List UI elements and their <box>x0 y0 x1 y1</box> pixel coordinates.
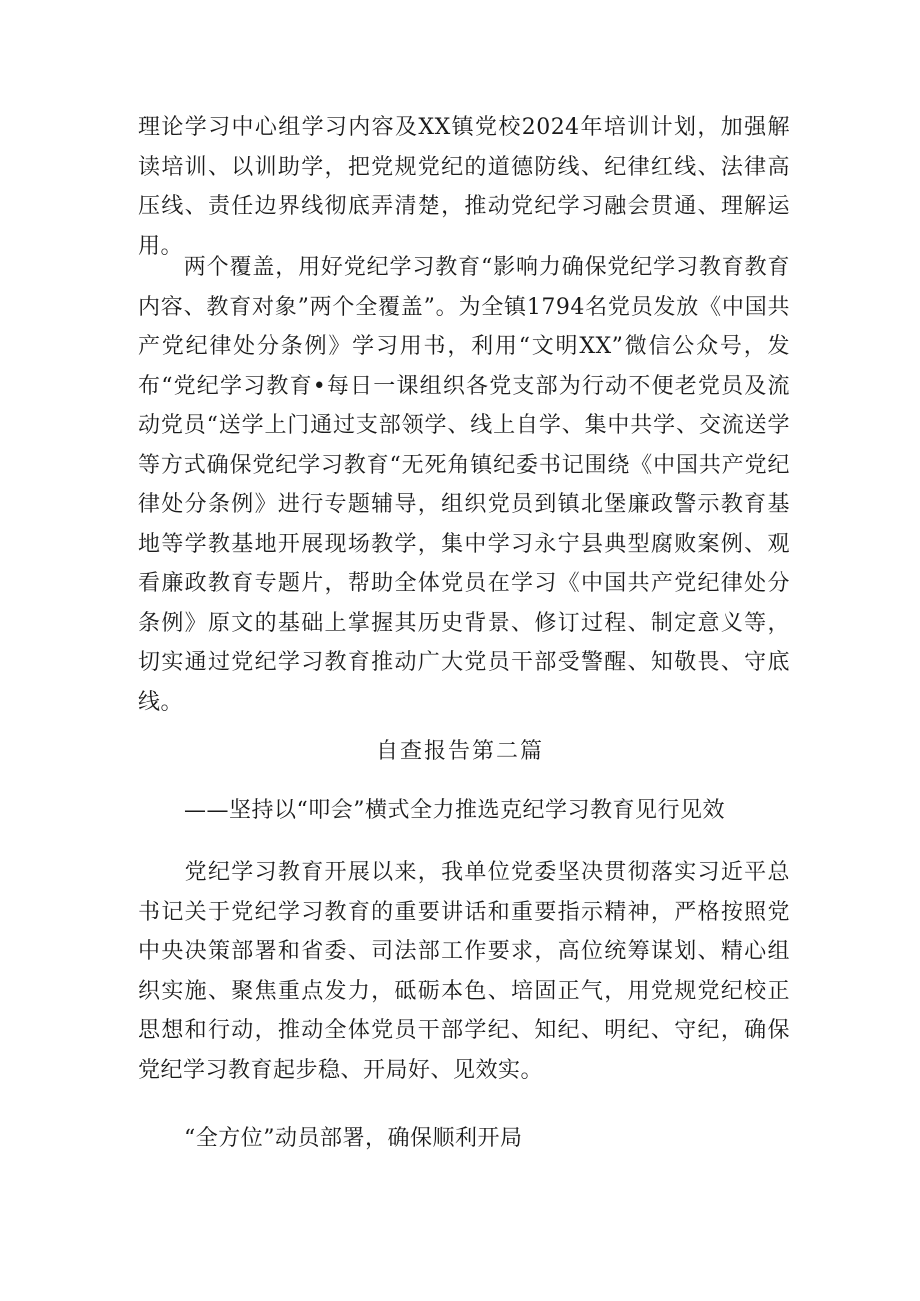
section-title: 自查报告第二篇 <box>375 739 544 764</box>
paragraph-2: 两个覆盖，用好党纪学习教育“影响力确保党纪学习教育教育内容、教育对象”两个全覆盖”。为全镇1794名党员发放《中国共产党纪律处分条例》学习用书，利用“文明XX”微信公众号，发布“党纪学习教育•每日一课组织各党支部为行动不便老党员及流动党员“送学上门通过支部领学、线上自学、集中共学、交流送学等方式确保党纪学习教育“无死角镇纪委书记围绕《中国共产党纪律处分条例》进行专题辅导，组织党员到镇北堡廉政警示教育基地等学教基地开展现场教学，集中学习永宁县典型腐败案例、观看廉政教育专题片，帮助全体党员在学习《中国共产党纪律处分条例》原文的基础上掌握其历史背景、修订过程、制定意义等，切实通过党纪学习教育推动广大党员干部受警醒、知敬畏、守底线。 <box>138 255 790 715</box>
subtitle: ——坚持以“叩会”横式全力推选克纪学习教育见行见效 <box>184 798 725 823</box>
paragraph-3: 党纪学习教育开展以来，我单位党委坚决贯彻落实习近平总书记关于党纪学习教育的重要讲话和重要指示精神，严格按照党中央决策部署和省委、司法部工作要求，高位统筹谋划、精心组织实施、聚焦重点发力，砥砺本色、培固正气，用党规党纪校正思想和行动，推动全体党员干部学纪、知纪、明纪、守纪，确保党纪学习教育起步稳、开局好、见效实。 <box>138 860 790 1083</box>
paragraph-1: 理论学习中心组学习内容及XX镇党校2024年培训计划，加强解读培训、以训助学，把党规党纪的道德防线、纪律红线、法律高压线、责任边界线彻底弄清楚，推动党纪学习融会贯通、理解运用。 <box>138 115 790 259</box>
subheading: “全方位”动员部署，确保顺利开局 <box>184 1126 523 1151</box>
